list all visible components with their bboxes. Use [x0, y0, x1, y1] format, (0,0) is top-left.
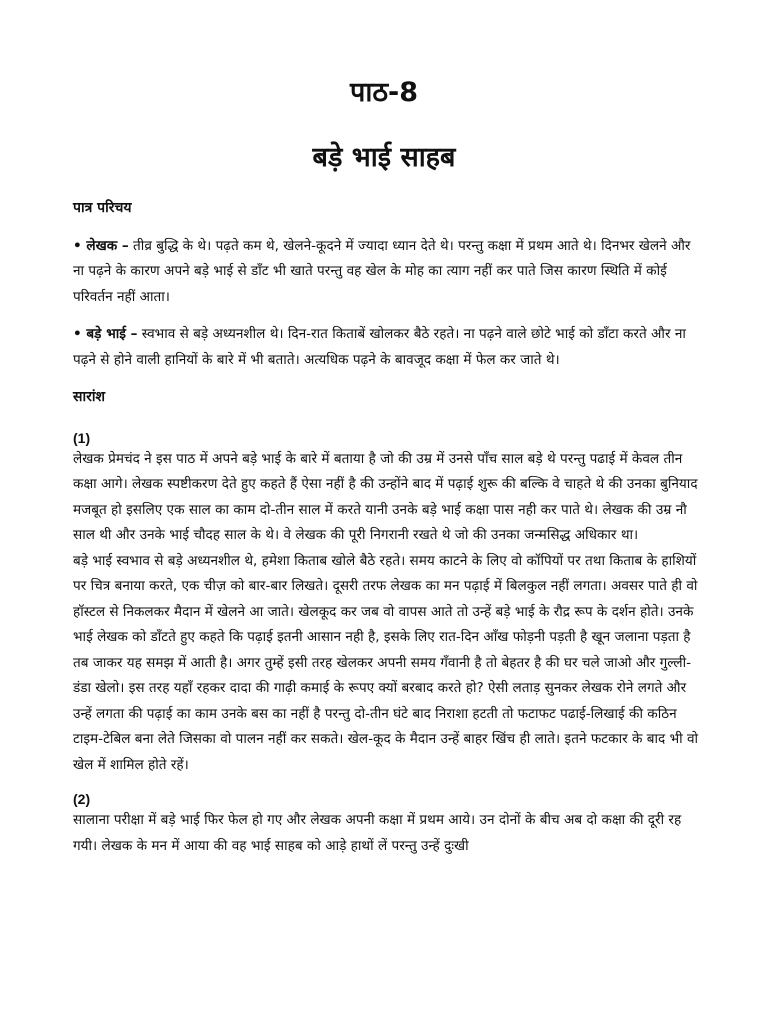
character-elder-brother	[73, 322, 699, 373]
summary-part-number: (1)	[73, 429, 91, 446]
section-heading-characters: पात्र परिचय	[73, 200, 132, 216]
character-term: • बड़े भाई –	[73, 326, 138, 342]
summary-paragraph: बड़े भाई स्वभाव से बड़े अध्यनशील थे, हमेशा किताब खोले बैठे रहते। समय काटने के लिए वो कॉपियों पर तथा किताब के हाशियों पर चित्र बनाया करते, एक चीज़ को बार-बार लिखते। दूसरी तरफ लेखक का मन पढ़ाई में बिलकुल नहीं लगता। अवसर पाते ही वो हॉस्टल से निकलकर मैदान में खेलने आ जाते। खेलकूद कर जब वो वापस आते तो उन्हें बड़े भाई के रौद्र रूप के दर्शन होते। उनके भाई लेखक को डाँटते हुए कहते कि पढ़ाई इतनी आसान नही है, इसके लिए रात-दिन आँख फोड़नी पड़ती है खून जलाना पड़ता है तब जाकर यह समझ में आती है। अगर तुम्हें इसी तरह खेलकर अपनी समय गँवानी है तो बेहतर है की घर चले जाओ और गुल्ली-डंडा खेलो। इस तरह यहाँ रहकर दादा की गाढ़ी कमाई के रूपए क्यों बरबाद करते हो? ऐसी लताड़ सुनकर लेखक रोने लगते और उन्हें लगता की पढ़ाई का काम उनके बस का नहीं है परन्तु दो-तीन घंटे बाद निराशा हटती तो फटाफट पढाई-लिखाई की कठिन टाइम-टेबिल बना लेते जिसका वो पालन नहीं कर सकते। खेल-कूद के मैदान उन्हें बाहर खिंच ही लाते। इतने फटकार के बाद भी वो खेल में शामिल होते रहें।	[73, 552, 699, 773]
summary-part-number: (2)	[73, 791, 91, 807]
lesson-number-title: पाठ-8	[349, 77, 418, 108]
document-body	[73, 196, 699, 859]
character-term: • लेखक –	[73, 237, 129, 254]
character-description: स्वभाव से बड़े अध्यनशील थे। दिन-रात किताबें खोलकर बैठे रहते। ना पढ़ने वाले छोटे भाई को डाँटा करते और ना पढ़ने से होने वाली हानियों के बारे में भी बताते। अत्यधिक पढ़ने के बावजूद कक्षा में फेल कर जाते थे।	[73, 326, 686, 368]
character-writer	[73, 234, 699, 311]
summary-paragraph: सालाना परीक्षा में बड़े भाई फिर फेल हो गए और लेखक अपनी कक्षा में प्रथम आये। उन दोनों के बीच अब दो कक्षा की दूरी रह गयी। लेखक के मन में आया की वह भाई साहब को आड़े हाथों लें परन्तु उन्हें दुःखी	[73, 812, 682, 854]
section-heading-summary: सारांश	[73, 389, 105, 405]
summary-paragraph: लेखक प्रेमचंद ने इस पाठ में अपने बड़े भाई के बारे में बताया है जो की उम्र में उनसे पाँच साल बड़े थे परन्तु पढाई में केवल तीन कक्षा आगे। लेखक स्पष्टीकरण देते हुए कहते हैं ऐसा नहीं है की उन्होंने बाद में पढ़ाई शुरू की बल्कि वे चाहते थे की उनका बुनियाद मजबूत हो इसलिए एक साल का काम दो-तीन साल में करते यानी उनके बड़े भाई कक्षा पास नही कर पाते थे। लेखक की उम्र नौ साल थी और उनके भाई चौदह साल के थे। वे लेखक की पूरी निगरानी रखते थे जो की उनका जन्मसिद्ध अधिकार था।	[73, 450, 698, 543]
character-description: तीव्र बुद्धि के थे। पढ़ते कम थे, खेलने-कूदने में ज्यादा ध्यान देते थे। परन्तु कक्षा में प्रथम आते थे। दिनभर खेलने और ना पढ़ने के कारण अपने बड़े भाई से डाँट भी खाते परन्तु वह खेल के मोह का त्याग नहीं कर पाते जिस कारण स्थिति में कोई परिवर्तन नहीं आता।	[73, 237, 691, 305]
lesson-title: बड़े भाई साहब	[312, 142, 456, 173]
